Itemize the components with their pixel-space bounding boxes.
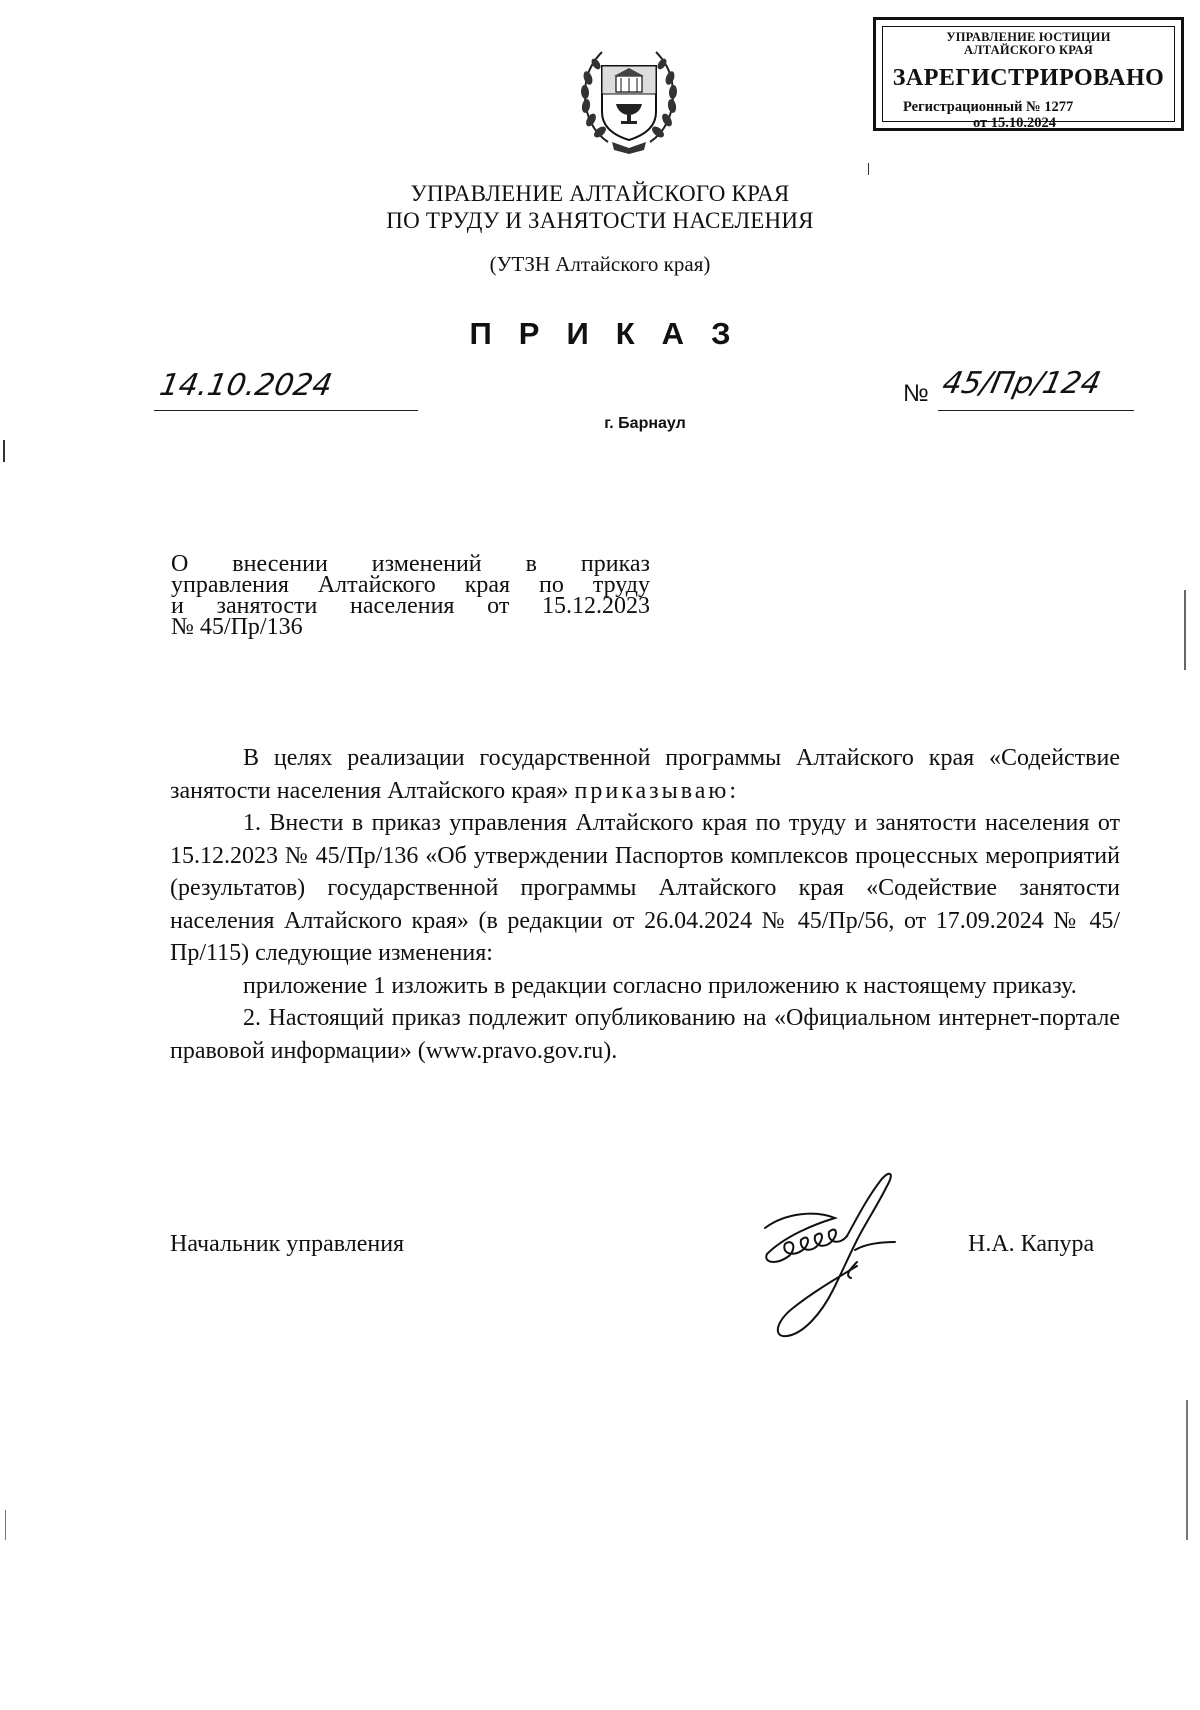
scan-artifact <box>868 163 869 175</box>
scan-artifact <box>5 1510 6 1540</box>
body-paragraph-item-1: 1. Внести в приказ управления Алтайского края по труду и занятости населения от 15.12.2023 № 45/Пр/136 «Об утверждении Паспортов комплексов процессных мероприятий (результатов) государственной программы Алтайского края «Содействие занятости населения Алтайского края» (в редакции от 26.04.2024 № 45/Пр/56, от 17.09.2024 № 45/Пр/115) следующие изменения: <box>170 810 1120 966</box>
scan-artifact <box>1186 1400 1188 1540</box>
date-underline <box>154 410 418 411</box>
coat-of-arms-icon <box>578 42 680 154</box>
preamble-colon: : <box>729 777 737 804</box>
signatory-position: Начальник управления <box>170 1231 405 1257</box>
organization-abbreviation: (УТЗН Алтайского края) <box>489 252 711 276</box>
city-name: г. Барнаул <box>604 415 686 432</box>
subject-line: и занятости населения от 15.12.2023 <box>171 593 650 619</box>
stamp-org-line2: АЛТАЙСКОГО КРАЯ <box>964 43 1093 57</box>
body-paragraph-preamble <box>170 742 1120 807</box>
stamp-inner-frame <box>882 26 1175 131</box>
stamp-org-line1: УПРАВЛЕНИЕ ЮСТИЦИИ <box>946 30 1111 44</box>
document-number-handwritten: 45/Пр/124 <box>939 366 1104 401</box>
subject-line: № 45/Пр/136 <box>171 614 303 640</box>
stamp-status: ЗАРЕГИСТРИРОВАНО <box>892 65 1165 91</box>
subject-line: управления Алтайского края по труду <box>171 572 650 598</box>
preamble-text: В целях реализации государственной программы Алтайского края «Содействие занятости населения Алтайского края» <box>170 745 1120 804</box>
registration-stamp <box>873 17 1184 131</box>
subject-line: О внесении изменений в приказ <box>171 551 650 577</box>
document-subject <box>171 551 650 640</box>
body-paragraph-amendment: приложение 1 изложить в редакции согласно приложению к настоящему приказу. <box>243 972 1077 999</box>
document-body <box>170 742 1120 1067</box>
body-paragraph-item-2: 2. Настоящий приказ подлежит опубликованию на «Официальном интернет-портале правовой информации» (www.pravo.gov.ru). <box>170 1005 1120 1064</box>
document-type-title: ПРИКАЗ <box>469 316 758 351</box>
stamp-reg-number: Регистрационный № 1277 <box>903 99 1074 115</box>
number-sign: № <box>903 380 929 407</box>
scan-artifact <box>1184 590 1186 670</box>
signatory-name: Н.А. Капура <box>968 1231 1095 1257</box>
handwritten-signature-icon <box>745 1158 945 1348</box>
organization-name-line2: ПО ТРУДУ И ЗАНЯТОСТИ НАСЕЛЕНИЯ <box>386 208 814 233</box>
stamp-reg-date: от 15.10.2024 <box>973 115 1057 131</box>
document-date-handwritten: 14.10.2024 <box>156 368 335 403</box>
scan-artifact <box>3 440 5 462</box>
order-verb: приказываю <box>574 777 730 804</box>
number-underline <box>938 410 1134 411</box>
stamp-organization <box>883 31 1174 57</box>
organization-name-line1: УПРАВЛЕНИЕ АЛТАЙСКОГО КРАЯ <box>410 181 790 206</box>
